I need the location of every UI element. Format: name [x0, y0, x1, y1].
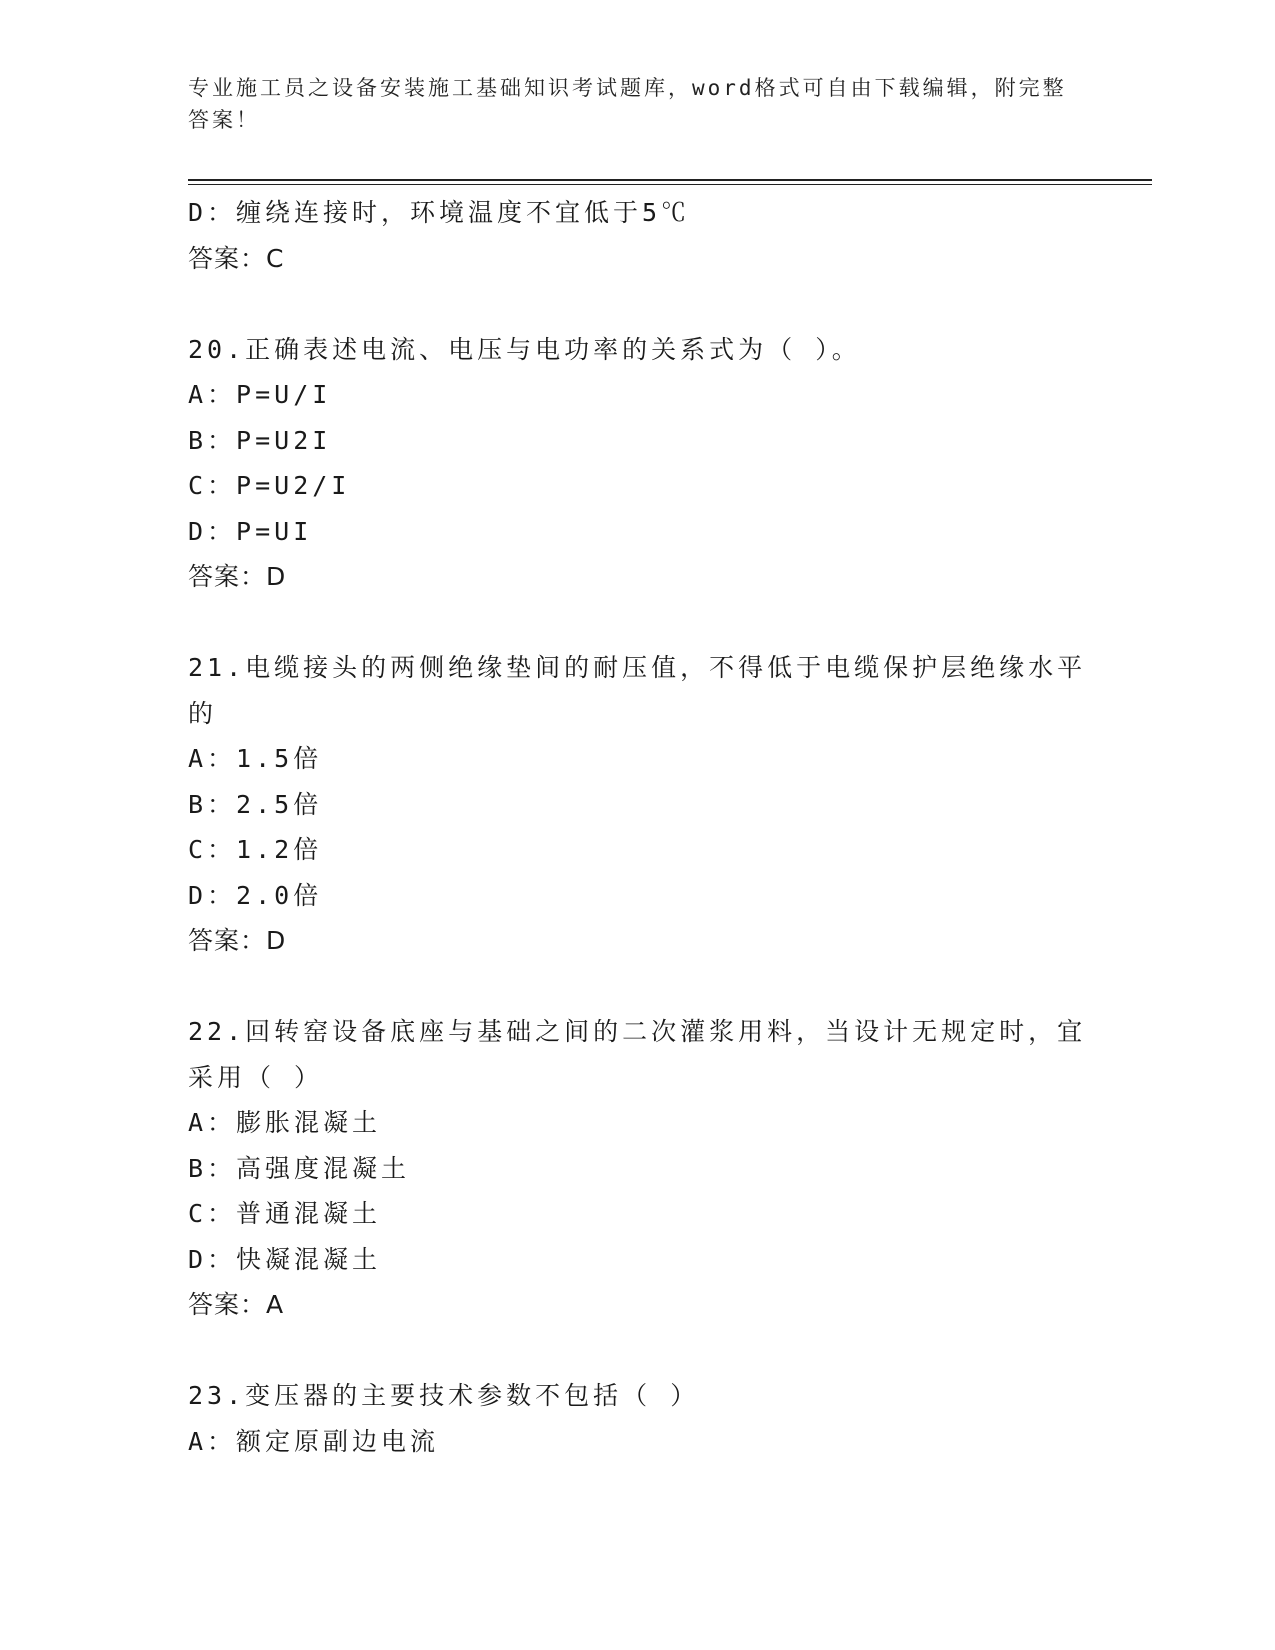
question-list	[188, 190, 1088, 1464]
option-line: B：高强度混凝土	[188, 1153, 411, 1183]
option-line: A：额定原副边电流	[188, 1426, 440, 1456]
answer-line: 答案：C	[188, 243, 285, 273]
answer-line: 答案：D	[188, 562, 287, 591]
question-block	[188, 190, 1088, 281]
option-line: C：P=U2/I	[188, 471, 351, 500]
spacer	[188, 600, 1088, 646]
question-block	[188, 1373, 1088, 1464]
question-stem: 22.回转窑设备底座与基础之间的二次灌浆用料，当设计无规定时，宜采用（ ）	[188, 1017, 1087, 1092]
spacer	[188, 1328, 1088, 1374]
option-line: C：1.2倍	[188, 835, 323, 864]
answer-line: 答案：A	[188, 1290, 285, 1319]
option-line: D：快凝混凝土	[188, 1244, 382, 1274]
option-line: B：P=U2I	[188, 425, 332, 455]
option-line: A：P=U/I	[188, 380, 332, 409]
option-line: B：2.5倍	[188, 789, 323, 819]
header-divider-thin	[188, 184, 1152, 185]
option-line: D：P=UI	[188, 516, 313, 546]
question-stem: 20.正确表述电流、电压与电功率的关系式为（ ）。	[188, 334, 861, 364]
question-stem: 21.电缆接头的两侧绝缘垫间的耐压值，不得低于电缆保护层绝缘水平的	[188, 653, 1087, 728]
question-block	[188, 327, 1088, 600]
question-stem: 23.变压器的主要技术参数不包括（ ）	[188, 1381, 700, 1410]
option-line: A：膨胀混凝土	[188, 1108, 382, 1137]
option-line: C：普通混凝土	[188, 1199, 382, 1228]
option-line: D：2.0倍	[188, 880, 323, 910]
header-divider	[188, 179, 1152, 181]
document-header: 专业施工员之设备安装施工基础知识考试题库，word格式可自由下载编辑，附完整答案！	[188, 76, 1067, 132]
answer-line: 答案：D	[188, 926, 287, 955]
spacer	[188, 964, 1088, 1010]
option-line: D：缠绕连接时，环境温度不宜低于5℃	[188, 198, 691, 227]
question-block	[188, 1009, 1088, 1328]
question-block	[188, 645, 1088, 964]
spacer	[188, 281, 1088, 327]
option-line: A：1.5倍	[188, 744, 323, 773]
